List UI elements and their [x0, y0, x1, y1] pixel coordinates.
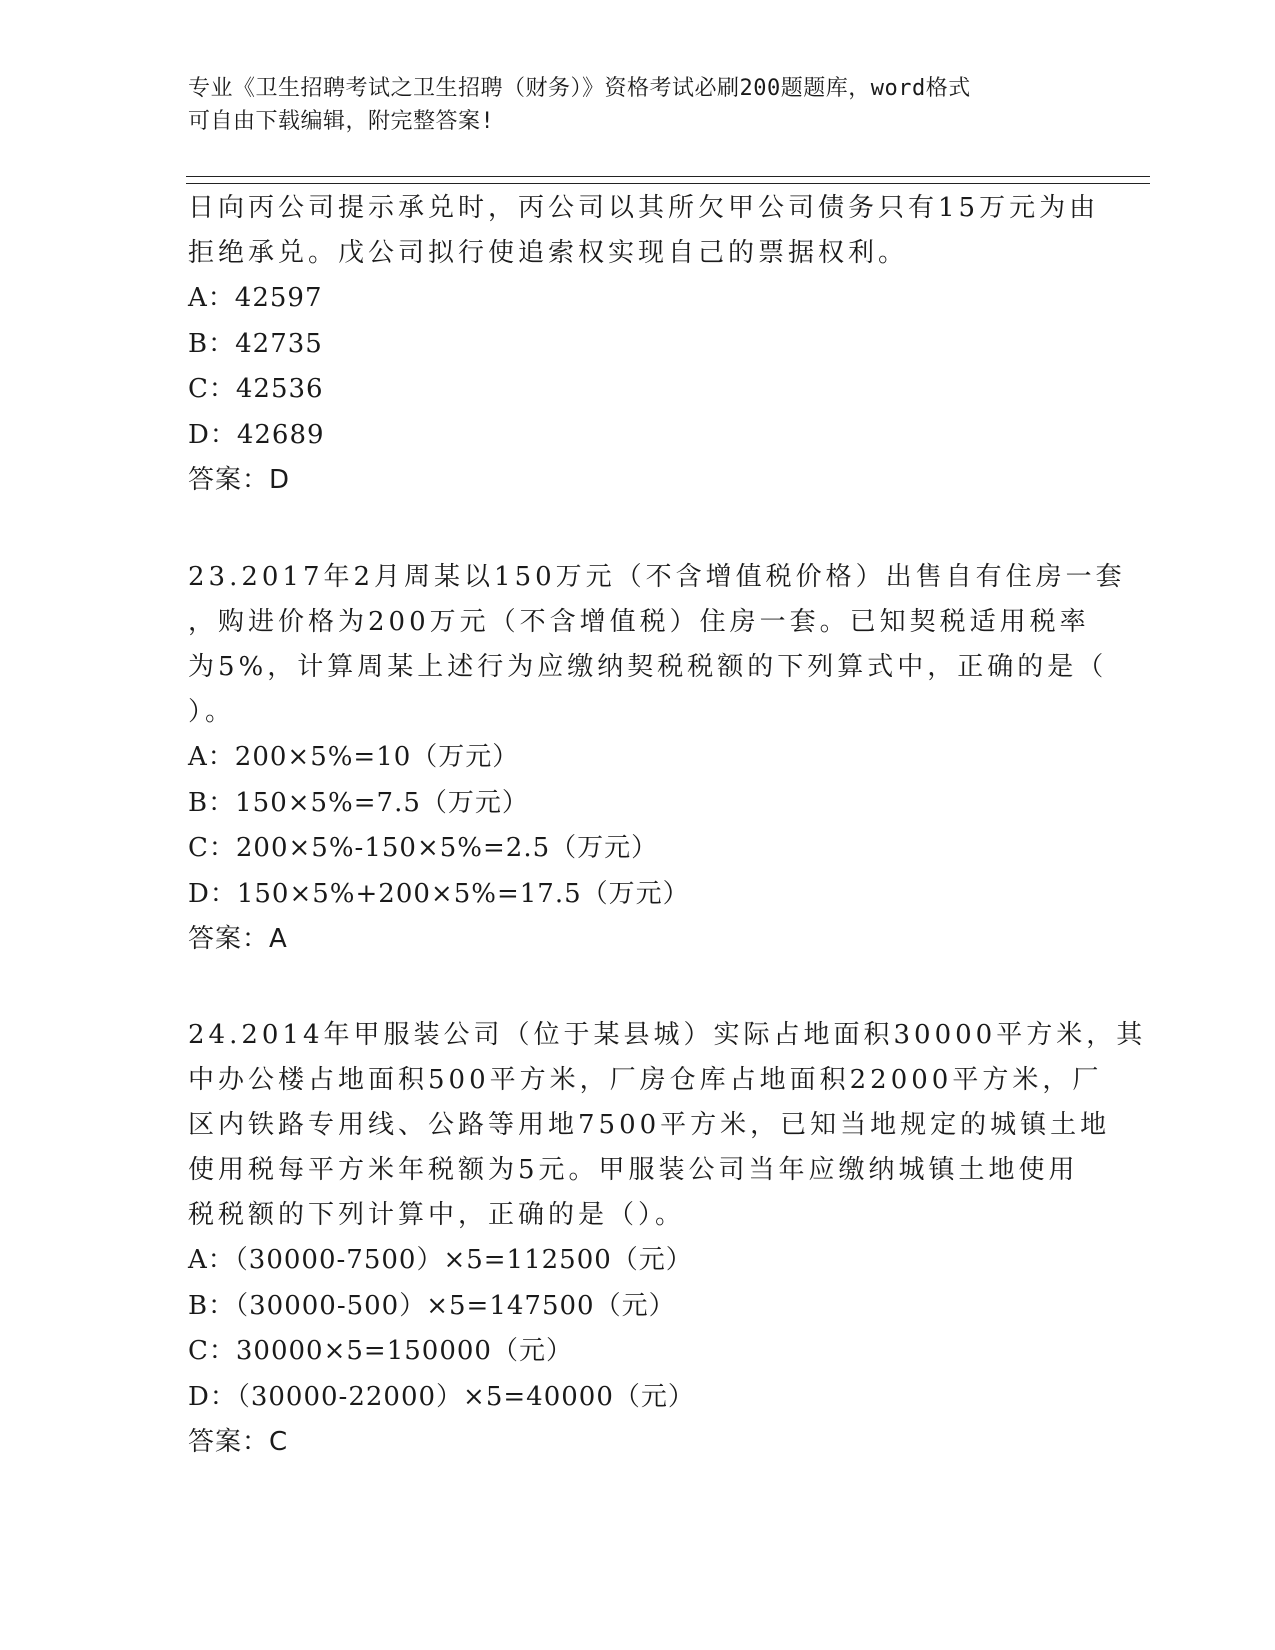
- question-text-line: 使用税每平方米年税额为5元。甲服装公司当年应缴纳城镇土地使用: [188, 1155, 1079, 1185]
- document-header: [188, 72, 1088, 138]
- spacer: [188, 962, 1088, 1013]
- question-text-line: 24.2014年甲服装公司（位于某县城）实际占地面积30000平方米，其: [188, 1020, 1147, 1050]
- option-c: C：200×5%-150×5%=2.5（万元）: [188, 833, 659, 863]
- question-text-line: ）。: [188, 697, 236, 727]
- spacer: [188, 503, 1088, 555]
- document-body: [188, 186, 1147, 1465]
- question-24: [188, 1013, 1147, 1465]
- answer-text: 答案：D: [188, 465, 291, 495]
- question-text-line: 日向丙公司提示承兑时，丙公司以其所欠甲公司债务只有15万元为由: [188, 193, 1100, 223]
- option-a: A：200×5%=10（万元）: [188, 742, 520, 772]
- option-b: B：150×5%=7.5（万元）: [188, 787, 529, 818]
- answer-text: 答案：C: [188, 1427, 289, 1457]
- option-b: B：42735: [188, 328, 323, 359]
- question-22: [188, 186, 1100, 503]
- question-text-line: 中办公楼占地面积500平方米，厂房仓库占地面积22000平方米，厂: [188, 1065, 1103, 1095]
- header-rule-bottom: [186, 183, 1150, 184]
- option-d: D：150×5%+200×5%=17.5（万元）: [188, 878, 690, 909]
- option-d: D：（30000-22000）×5=40000（元）: [188, 1381, 695, 1412]
- option-c: C：42536: [188, 374, 324, 404]
- question-text-line: 区内铁路专用线、公路等用地7500平方米，已知当地规定的城镇土地: [188, 1110, 1111, 1140]
- option-a: A：42597: [188, 283, 323, 313]
- option-b: B：（30000-500）×5=147500（元）: [188, 1290, 676, 1321]
- header-rule-top: [186, 176, 1150, 177]
- option-a: A：（30000-7500）×5=112500（元）: [188, 1245, 693, 1275]
- option-c: C：30000×5=150000（元）: [188, 1336, 573, 1366]
- header-line-1: 专业《卫生招聘考试之卫生招聘（财务）》资格考试必刷200题题库，word格式: [188, 76, 971, 101]
- question-text-line: 拒绝承兑。戊公司拟行使追索权实现自己的票据权利。: [188, 238, 909, 268]
- answer-text: 答案：A: [188, 924, 288, 954]
- question-text-line: 23.2017年2月周某以150万元（不含增值税价格）出售自有住房一套: [188, 562, 1126, 592]
- question-text-line: 为5%，计算周某上述行为应缴纳契税税额的下列算式中，正确的是（: [188, 652, 1108, 682]
- header-line-2: 可自由下载编辑，附完整答案!: [188, 109, 495, 134]
- question-text-line: ，购进价格为200万元（不含增值税）住房一套。已知契税适用税率: [188, 607, 1090, 637]
- question-23: [188, 555, 1126, 962]
- question-text-line: 税税额的下列计算中，正确的是（）。: [188, 1200, 686, 1230]
- option-d: D：42689: [188, 419, 325, 450]
